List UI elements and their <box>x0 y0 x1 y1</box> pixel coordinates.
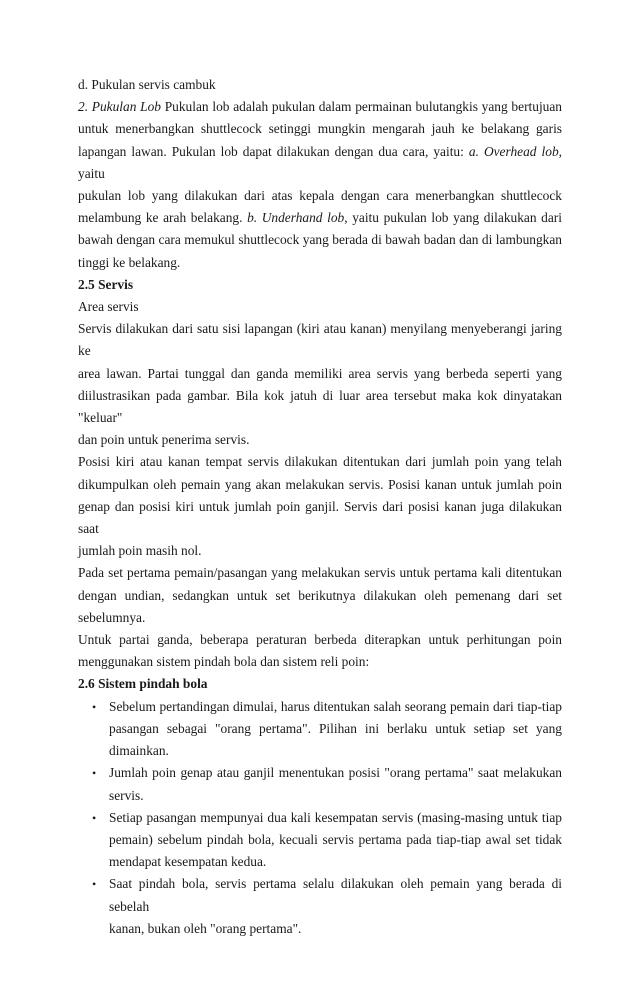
text-line: pemain) sebelum pindah bola, kecuali servis pertama pada tiap-tiap awal set tidak <box>109 831 562 847</box>
bullet-icon: • <box>92 877 97 892</box>
text-line: dengan undian, sedangkan untuk set berikutnya dilakukan oleh pemenang dari set <box>78 587 562 603</box>
text-line: Servis dilakukan dari satu sisi lapangan (kiri atau kanan) menyilang menyeberangi jaring ke <box>78 321 562 359</box>
overhead-lob-term: a. Overhead lob <box>468 143 559 159</box>
text-line: servis. <box>109 787 144 803</box>
subsection-servis-cambuk: d. Pukulan servis cambuk <box>78 77 216 92</box>
lob-line-3: lapangan lawan. Pukulan lob dapat dilakukan dengan dua cara, yaitu: a. Overhead lob, yaitu <box>78 143 562 181</box>
lob-term: 2. Pukulan Lob <box>78 99 161 115</box>
lob-line-2: untuk menerbangkan shuttlecock setinggi mungkin mengarah jauh ke belakang garis <box>78 121 562 137</box>
text-line: pasangan sebagai "orang pertama". Pilihan ini berlaku untuk setiap set yang <box>109 720 562 736</box>
text-line: Pada set pertama pemain/pasangan yang melakukan servis untuk pertama kali ditentukan <box>78 565 562 581</box>
servis-paragraph-2 <box>78 451 562 562</box>
list-item <box>78 873 562 940</box>
text-line: Jumlah poin genap atau ganjil menentukan posisi "orang pertama" saat melakukan <box>109 765 562 781</box>
servis-paragraph-3 <box>78 562 562 629</box>
text-line: Untuk partai ganda, beberapa peraturan berbeda diterapkan untuk perhitungan poin <box>78 632 562 648</box>
servis-paragraph-4 <box>78 629 562 673</box>
area-servis-label: Area servis <box>78 299 139 315</box>
text-line: dimainkan. <box>109 743 169 759</box>
text-line: Sebelum pertandingan dimulai, harus ditentukan salah seorang pemain dari tiap-tiap <box>109 698 562 714</box>
lob-line-5: melambung ke arah belakang. b. Underhand lob, yaitu pukulan lob yang dilakukan dari <box>78 210 562 226</box>
text-line: genap dan posisi kiri untuk jumlah poin ganjil. Servis dari posisi kanan juga dilakukan saat <box>78 498 562 537</box>
pindah-bola-list <box>78 696 562 940</box>
lob-line-7: tinggi ke belakang. <box>78 254 181 270</box>
text-line: area lawan. Partai tunggal dan ganda memiliki area servis yang berbeda seperti yang <box>78 365 562 381</box>
text-line: kanan, bukan oleh "orang pertama". <box>109 920 302 936</box>
text-line: sebelumnya. <box>78 609 146 625</box>
servis-paragraph-1 <box>78 318 562 451</box>
bullet-icon: • <box>92 766 97 781</box>
section-heading-servis: 2.5 Servis <box>78 276 134 292</box>
lob-line-4: pukulan lob yang dilakukan dari atas kepala dengan cara menerbangkan shuttlecock <box>78 188 562 204</box>
text-line: diilustrasikan pada gambar. Bila kok jatuh di luar area tersebut maka kok dinyatakan "keluar" <box>78 387 562 426</box>
list-item <box>78 696 562 763</box>
text-line: dikumpulkan oleh pemain yang akan melakukan servis. Posisi kanan untuk jumlah poin <box>78 476 562 492</box>
list-item <box>78 762 562 806</box>
document-body <box>78 74 562 940</box>
text-line: menggunakan sistem pindah bola dan sistem reli poin: <box>78 654 370 670</box>
text-line: dan poin untuk penerima servis. <box>78 432 250 448</box>
lob-line-6: bawah dengan cara memukul shuttlecock yang berada di bawah badan dan di lambungkan <box>78 232 562 248</box>
bullet-icon: • <box>92 699 97 714</box>
text-line: Setiap pasangan mempunyai dua kali kesempatan servis (masing-masing untuk tiap <box>109 809 562 825</box>
text-line: Saat pindah bola, servis pertama selalu dilakukan oleh pemain yang berada di sebelah <box>109 876 562 914</box>
text-line: Posisi kiri atau kanan tempat servis dilakukan ditentukan dari jumlah poin yang telah <box>78 454 562 470</box>
lob-line-1: 2. Pukulan Lob Pukulan lob adalah pukulan dalam permainan bulutangkis yang bertujuan <box>78 99 563 115</box>
text-line: jumlah poin masih nol. <box>78 543 202 559</box>
text-line: mendapat kesempatan kedua. <box>109 854 267 870</box>
list-item <box>78 807 562 874</box>
lob-paragraph <box>78 96 562 274</box>
underhand-lob-term: b. Underhand lob <box>247 210 345 226</box>
section-heading-pindah-bola: 2.6 Sistem pindah bola <box>78 676 208 692</box>
bullet-icon: • <box>92 810 97 825</box>
